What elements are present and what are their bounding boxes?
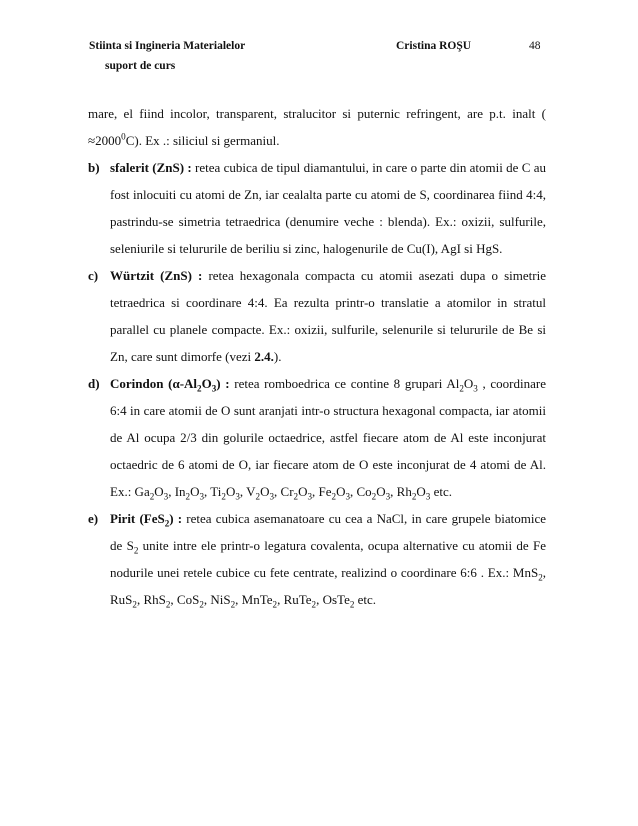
item-label: e): [88, 511, 99, 526]
item-label: c): [88, 268, 99, 283]
item-term: Pirit (FeS$_2$) :: [110, 511, 183, 529]
list-item-sfalerit: [88, 154, 546, 262]
page-number: 48: [529, 40, 541, 52]
item-term: Corindon $(\alpha-Al_2O_3)$ :: [110, 376, 230, 394]
header-title: Stiinta si Ingineria Materialelor: [89, 40, 246, 52]
intro-paragraph: mare, el fiind incolor, transparent, stralucitor si puternic refringent, are p.t. inalt ( $\approx 2000^0C$). Ex .: siliciul si germaniul.: [88, 106, 546, 148]
item-label: d): [88, 376, 100, 391]
item-text: sfalerit (ZnS) : retea cubica de tipul diamantului, in care o parte din atomii de C au fost inlocuiti cu atomi de Zn, iar cealalta parte cu atomi de S, coordinarea fiind 4:4, pastrindu-se simetria tetraedrica (denumire veche : blenda). Ex.: oxizii, sulfurile, seleniurile si telururile de beriliu si zinc, halogenurile de Cu(I), AgI si HgS.: [110, 160, 546, 256]
section-reference: 2.4.: [254, 349, 274, 364]
item-text: Würtzit (ZnS) : retea hexagonala compacta cu atomii asezati dupa o simetrie tetraedrica si coordinare 4:4. Ea rezulta printr-o translatie a atomilor in stratul parallel cu planele compacte. Ex.: oxizii, sulfurile, selenurile si telururile de Be si Zn, care sunt dimorfe (vezi 2.4.).: [110, 268, 546, 364]
item-label: b): [88, 160, 100, 175]
header-subtitle: suport de curs: [105, 60, 176, 72]
body-text: [88, 100, 546, 613]
list-item-corindon: [88, 370, 546, 505]
item-term: sfalerit (ZnS) :: [110, 160, 192, 175]
list-item-wurtzit: [88, 262, 546, 370]
item-term: Würtzit (ZnS) :: [110, 268, 203, 283]
item-text: Corindon $(\alpha-Al_2O_3)$ : retea romboedrica ce contine 8 grupari $Al_2O_3$ , coordinare 6:4 in care atomii de O sunt aranjati intr-o structura hexagonal compacta, iar atomii de Al ocupa 2/3 din golurile octaedrice, astfel fiecare atom de Al este inconjurat octaedric de 6 atomi de O, iar fiecare atom de O este inconjurat de 4 atomi de Al. Ex.: $Ga_2O_3$, $In_2O_3$, $Ti_2O_3$, $V_2O_3$, $Cr_2O_3$, $Fe_2O_3$, $Co_2O_3$, $Rh_2O_3$ etc.: [110, 376, 546, 502]
header-author: Cristina ROŞU: [396, 40, 472, 52]
list-item-pirit: [88, 505, 546, 613]
item-text: Pirit (FeS$_2$) : retea cubica asemanatoare cu cea a NaCl, in care grupele biatomice de $S_2$ unite intre ele printr-o legatura covalenta, ocupa alternative cu atomii de Fe nodurile unei retele cubice cu fete centrate, realizind o coordinare 6:6 . Ex.: MnS$_2$, RuS$_2$, RhS$_2$, CoS$_2$, NiS$_2$, MnTe$_2$, RuTe$_2$, OsTe$_2$ etc.: [110, 511, 546, 610]
